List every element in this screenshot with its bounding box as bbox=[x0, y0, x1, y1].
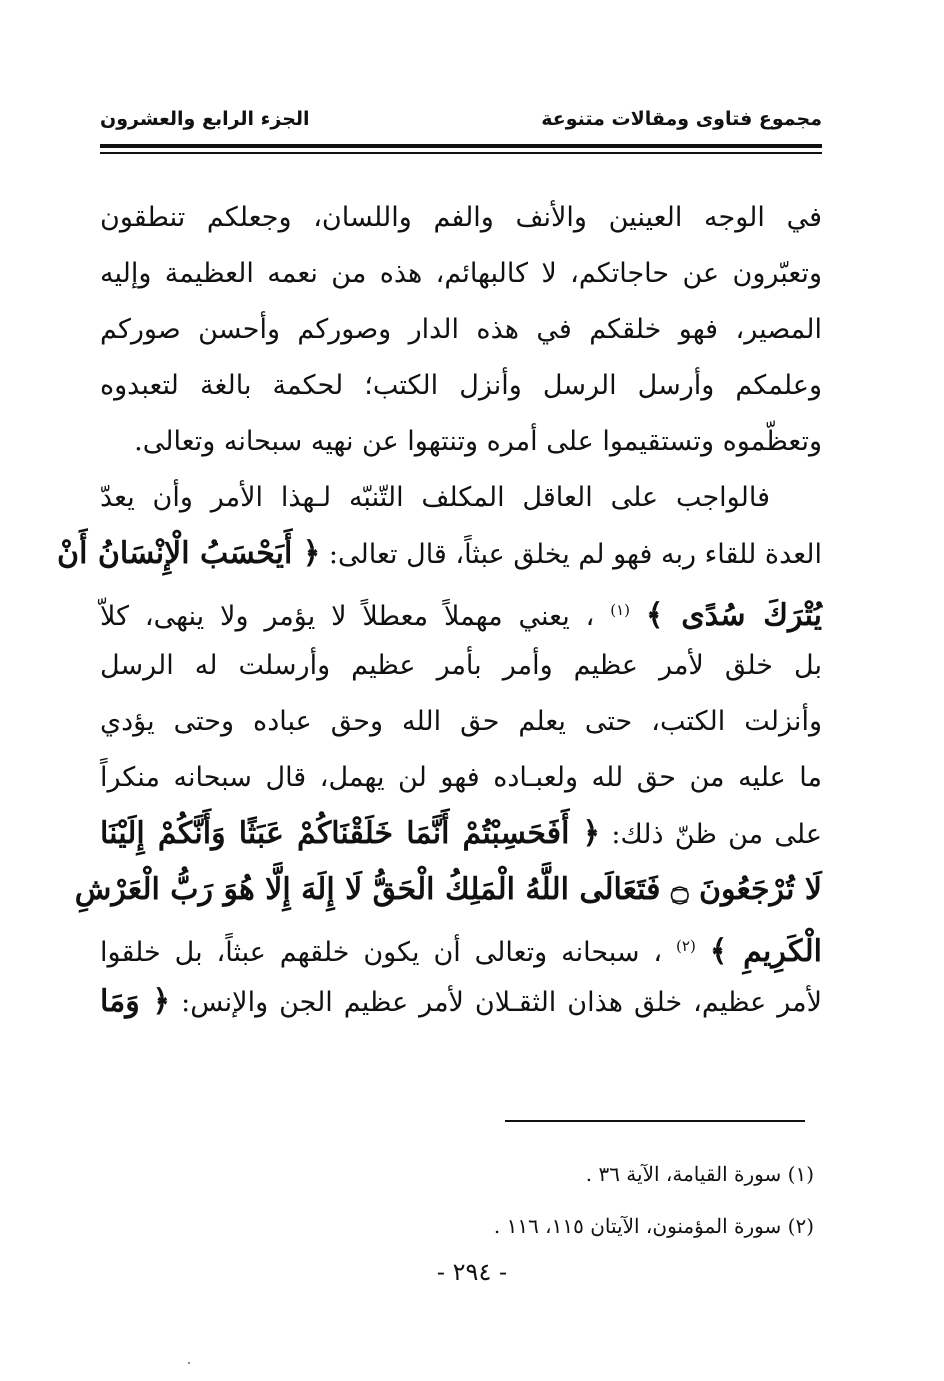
quran-verse: لَا تُرْجَعُونَ ۝ فَتَعَالَى اللَّهُ الْمَلِكُ الْحَقُّ لَا إِلَهَ إِلَّا هُوَ رَبُّ الْعَرْشِ bbox=[74, 872, 822, 907]
footnote: (١) سورة القيامة، الآية ٣٦ . bbox=[585, 1162, 814, 1186]
quran-verse: ﴿ أَيَحْسَبُ الْإِنْسَانُ أَنْ bbox=[57, 536, 321, 571]
header-rule-thick bbox=[100, 144, 822, 148]
body-line bbox=[100, 974, 822, 1030]
body-line: في الوجه العينين والأنف والفم واللسان، وجعلكم تنطقون bbox=[100, 202, 822, 233]
body-line: وعلمكم وأرسل الرسل وأنزل الكتب؛ لحكمة بالغة لتعبدوه bbox=[100, 370, 822, 401]
quran-verse: ﴿ أَفَحَسِبْتُمْ أَنَّمَا خَلَقْنَاكُمْ عَبَثًا وَأَنَّكُمْ إِلَيْنَا bbox=[100, 816, 601, 851]
quran-verse: ﴿ وَمَا bbox=[100, 984, 171, 1019]
body-line bbox=[57, 526, 822, 582]
body-line bbox=[74, 862, 822, 918]
body-line: وأنزلت الكتب، حتى يعلم حق الله وحق عباده وحتى يؤدي bbox=[100, 706, 822, 737]
body-line: فالواجب على العاقل المكلف التّنبّه لـهذا الأمر وأن يعدّ bbox=[100, 482, 770, 513]
scan-speck bbox=[188, 1362, 190, 1364]
body-text-segment: ، سبحانه وتعالى أن يكون خلقهم عبثاً، بل خلقوا bbox=[100, 937, 663, 968]
body-text-segment: العدة للقاء ربه فهو لم يخلق عبثاً، قال تعالى: bbox=[328, 539, 822, 570]
footnote-separator bbox=[505, 1120, 805, 1122]
body-text-segment: لأمر عظيم، خلق هذان الثقـلان لأمر عظيم الجن والإنس: bbox=[181, 987, 822, 1018]
body-line: ما عليه من حق لله ولعبـاده فهو لن يهمل، قال سبحانه منكراً bbox=[100, 762, 822, 793]
body-line: بل خلق لأمر عظيم وأمر بأمر عظيم وأرسلت له الرسل bbox=[100, 650, 822, 681]
footnote: (٢) سورة المؤمنون، الآيتان ١١٥، ١١٦ . bbox=[493, 1214, 814, 1238]
body-text bbox=[57, 190, 822, 1030]
volume-label: الجزء الرابع والعشرون bbox=[100, 108, 310, 130]
body-line bbox=[100, 582, 822, 638]
footnote-ref: (١) bbox=[610, 601, 630, 619]
footnote-ref: (٢) bbox=[676, 937, 696, 955]
footnotes bbox=[314, 1148, 814, 1252]
body-line: وتعظّموه وتستقيموا على أمره وتنتهوا عن نهيه سبحانه وتعالى. bbox=[134, 426, 822, 457]
body-text-segment: ، يعني مهملاً معطلاً لا يؤمر ولا ينهى، كلاّ bbox=[100, 601, 595, 632]
body-line: المصير، فهو خلقكم في هذه الدار وصوركم وأحسن صوركم bbox=[100, 314, 822, 345]
quran-verse: يُتْرَكَ سُدًى ﴾ bbox=[645, 598, 822, 633]
book-title: مجموع فتاوى ومقالات متنوعة bbox=[541, 108, 822, 130]
header-rule-thin bbox=[100, 152, 822, 154]
body-line: وتعبّرون عن حاجاتكم، لا كالبهائم، هذه من نعمه العظيمة وإليه bbox=[100, 258, 822, 289]
quran-verse: الْكَرِيمِ ﴾ bbox=[709, 934, 822, 969]
running-header bbox=[100, 108, 822, 144]
body-text-segment: على من ظنّ ذلك: bbox=[611, 819, 822, 850]
body-line bbox=[100, 806, 822, 862]
page-number: - ٢٩٤ - bbox=[436, 1258, 508, 1286]
body-line bbox=[100, 918, 822, 974]
